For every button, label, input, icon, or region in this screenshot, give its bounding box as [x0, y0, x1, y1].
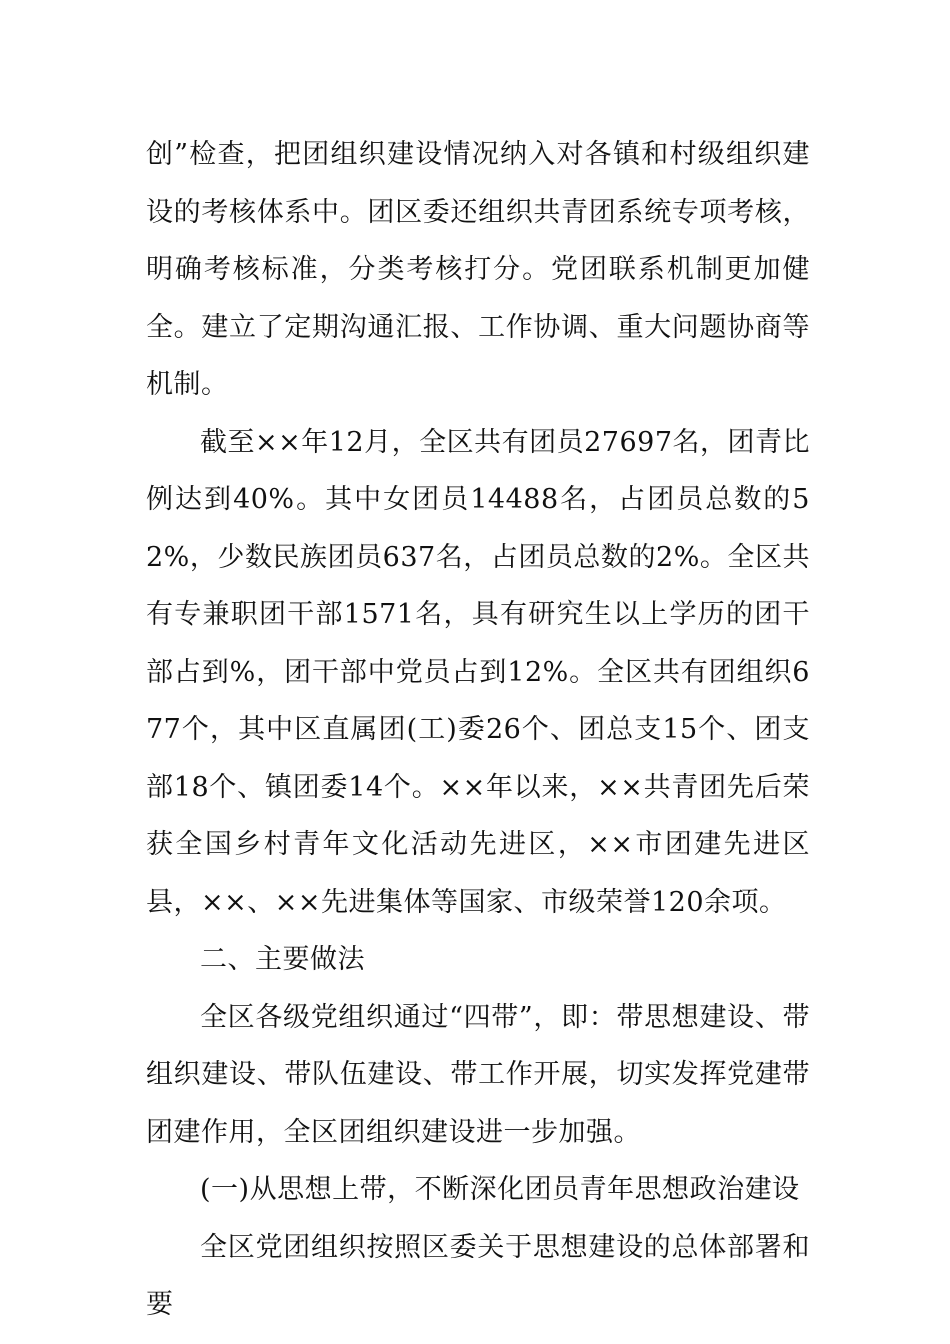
paragraph-ideological: 全区党团组织按照区委关于思想建设的总体部署和要: [146, 1231, 810, 1320]
paragraph-statistics: 截至××年12月，全区共有团员27697名，团青比例达到40%。其中女团员14488名，占团员总数的52%，少数民族团员637名，占团员总数的2%。全区共有专兼职团干部1571名，具有研究生以上学历的团干部占到%，团干部中党员占到12%。全区共有团组织677个，其中区直属团(工)委26个、团总支15个、团支部18个、镇团委14个。××年以来，××共青团先后荣获全国乡村青年文化活动先进区，××市团建先进区县，××、××先进集体等国家、市级荣誉120余项。: [146, 426, 810, 918]
document-body: [146, 126, 810, 1334]
paragraph-four-leads: 全区各级党组织通过“四带”，即：带思想建设、带组织建设、带队伍建设、带工作开展，切实发挥党建带团建作用，全区团组织建设进一步加强。: [146, 1001, 810, 1148]
paragraph-continuation: 创”检查，把团组织建设情况纳入对各镇和村级组织建设的考核体系中。团区委还组织共青团系统专项考核，明确考核标准，分类考核打分。党团联系机制更加健全。建立了定期沟通汇报、工作协调、重大问题协商等机制。: [146, 139, 810, 400]
section-heading: 二、主要做法: [200, 944, 365, 975]
subsection-heading: (一)从思想上带，不断深化团员青年思想政治建设: [200, 1174, 800, 1205]
